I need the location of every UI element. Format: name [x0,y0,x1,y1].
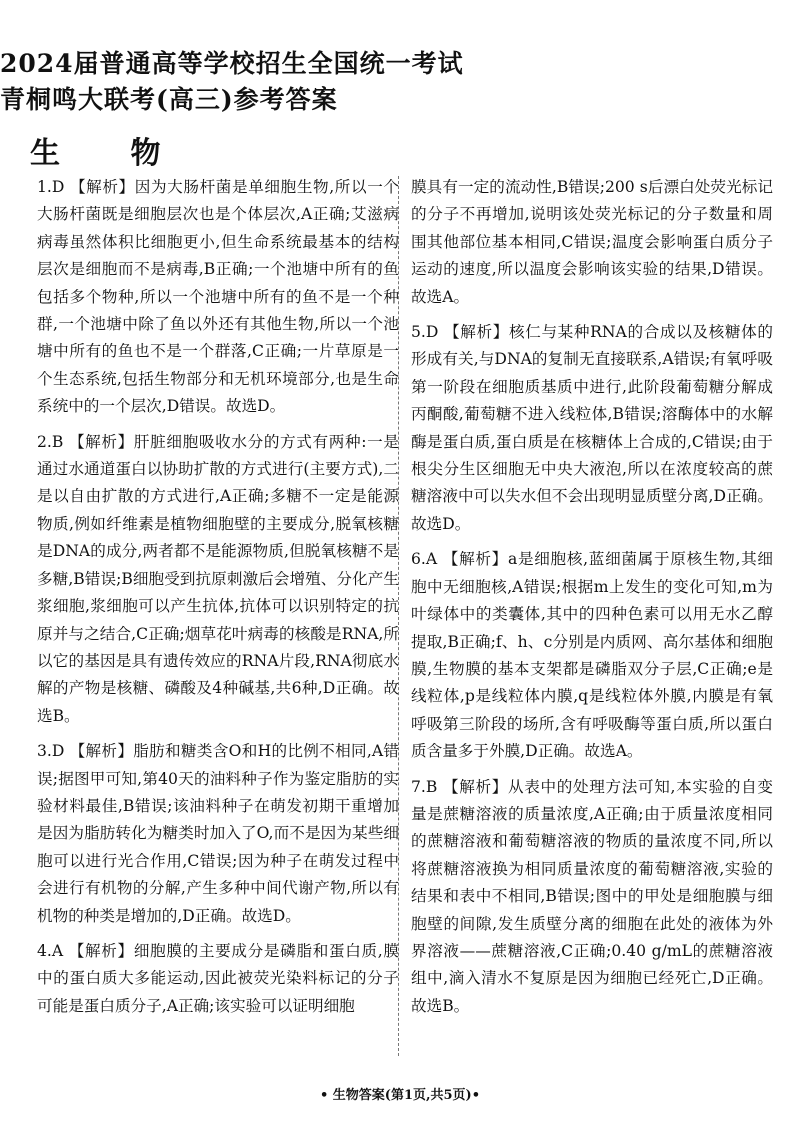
answer-item: 5.D 【解析】核仁与某种RNA的合成以及核糖体的形成有关,与DNA的复制无直接联系,A错误;有氧呼吸第一阶段在细胞质基质中进行,此阶段葡萄糖分解成丙酮酸,葡萄糖不进入线粒体,B错误;溶酶体中的水解酶是蛋白质,蛋白质是在核糖体上合成的,C错误;由于根尖分生区细胞无中央大液泡,所以在浓度较高的蔗糖溶液中可以失水但不会出现明显质壁分离,D正确。故选D。 [411,323,773,533]
answer-item: 7.B 【解析】从表中的处理方法可知,本实验的自变量是蔗糖溶液的质量浓度,A正确;由于质量浓度相同的蔗糖溶液和葡萄糖溶液的物质的量浓度不同,所以将蔗糖溶液换为相同质量浓度的葡萄糖溶液,实验的结果和表中不相同,B错误;图中的甲处是细胞膜与细胞壁的间隙,发生质壁分离的细胞在此处的液体为外界溶液——蔗糖溶液,C正确;0.40 g/mL的蔗糖溶液组中,滴入清水不复原是因为细胞已经死亡,D正确。故选B。 [411,777,773,1015]
answer-column-right [411,174,773,1028]
answer-column-left [37,174,399,1028]
answer-item: 3.D 【解析】脂肪和糖类含O和H的比例不相同,A错误;据图甲可知,第40天的油料种子作为鉴定脂肪的实验材料最佳,B错误;该油料种子在萌发初期干重增加是因为脂肪转化为糖类时加入了O,而不是因为某些细胞可以进行光合作用,C错误;因为种子在萌发过程中会进行有机物的分解,产生多种中间代谢产物,所以有机物的种类是增加的,D正确。故选D。 [37,742,399,925]
answer-item: 4.A 【解析】细胞膜的主要成分是磷脂和蛋白质,膜中的蛋白质大多能运动,因此被荧光染料标记的分子可能是蛋白质分子,A正确;该实验可以证明细胞 [37,941,399,1015]
answer-item: 6.A 【解析】a是细胞核,蓝细菌属于原核生物,其细胞中无细胞核,A错误;根据m上发生的变化可知,m为叶绿体中的类囊体,其中的四种色素可以用无水乙醇提取,B正确;f、h、c分别是内质网、高尔基体和细胞膜,生物膜的基本支架都是磷脂双分子层,C正确;e是线粒体,p是线粒体内膜,q是线粒体外膜,内膜是有氧呼吸第三阶段的场所,含有呼吸酶等蛋白质,所以蛋白质含量多于外膜,D正确。故选A。 [411,550,773,761]
column-divider [398,176,399,1056]
subject-heading: 生 物 [30,136,191,171]
answer-item: 2.B 【解析】肝脏细胞吸收水分的方式有两种:一是通过水通道蛋白以协助扩散的方式进行(主要方式),二是以自由扩散的方式进行,A正确;多糖不一定是能源物质,例如纤维素是植物细胞壁的主要成分,脱氧核糖是DNA的成分,两者都不是能源物质,但脱氧核糖不是多糖,B错误;B细胞受到抗原刺激后会增殖、分化产生浆细胞,浆细胞可以产生抗体,抗体可以识别特定的抗原并与之结合,C正确;烟草花叶病毒的核酸是RNA,所以它的基因是具有遗传效应的RNA片段,RNA彻底水解的产物是核糖、磷酸及4种碱基,共6种,D正确。故选B。 [37,432,399,725]
exam-title: 2024届普通高等学校招生全国统一考试 [0,49,464,78]
page-footer: • 生物答案(第1页,共5页)• [319,1088,481,1103]
answer-item: 膜具有一定的流动性,B错误;200 s后漂白处荧光标记的分子不再增加,说明该处荧光标记的分子数量和周围其他部位基本相同,C错误;温度会影响蛋白质分子运动的速度,所以温度会影响该实验的结果,D错误。故选A。 [411,178,773,306]
exam-subtitle: 青桐鸣大联考(高三)参考答案 [0,85,338,114]
answer-item: 1.D 【解析】因为大肠杆菌是单细胞生物,所以一个大肠杆菌既是细胞层次也是个体层次,A正确;艾滋病病毒虽然体积比细胞更小,但生命系统最基本的结构层次是细胞而不是病毒,B正确;一个池塘中所有的鱼包括多个物种,所以一个池塘中所有的鱼不是一个种群,一个池塘中除了鱼以外还有其他生物,所以一个池塘中所有的鱼也不是一个群落,C正确;一片草原是一个生态系统,包括生物部分和无机环境部分,也是生命系统中的一个层次,D错误。故选D。 [37,178,399,416]
